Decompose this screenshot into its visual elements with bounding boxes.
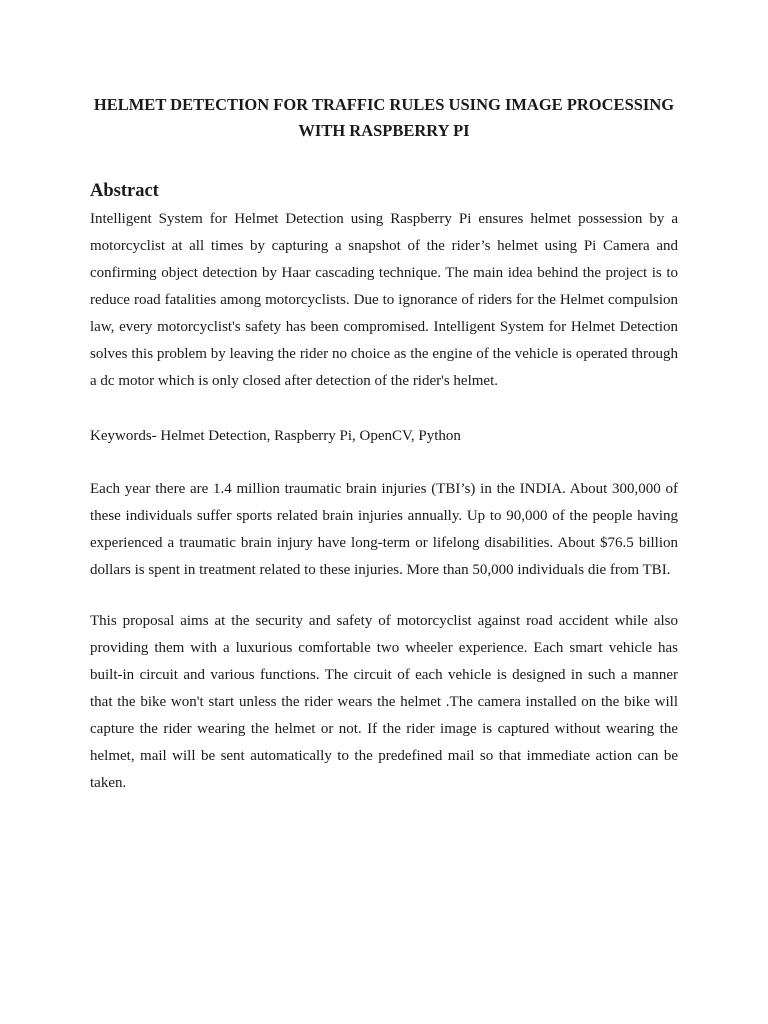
abstract-paragraph: Intelligent System for Helmet Detection using Raspberry Pi ensures helmet possession by a motorcyclist at all times by capturing a snapshot of the rider’s helmet using Pi Camera and confirming object detection by Haar cascading technique. The main idea behind the project is to reduce road fatalities among motorcyclists. Due to ignorance of riders for the Helmet compulsion law, every motorcyclist's safety has been compromised. Intelligent System for Helmet Detection solves this problem by leaving the rider no choice as the engine of the vehicle is operated through a dc motor which is only closed after detection of the rider's helmet. <box>90 211 678 389</box>
document-title: HELMET DETECTION FOR TRAFFIC RULES USING IMAGE PROCESSING WITH RASPBERRY PI <box>93 95 675 140</box>
proposal-paragraph: This proposal aims at the security and safety of motorcyclist against road accident while also providing them with a luxurious comfortable two wheeler experience. Each smart vehicle has built-in circuit and various functions. The circuit of each vehicle is designed in such a manner that the bike won't start unless the rider wears the helmet .The camera installed on the bike will capture the rider wearing the helmet or not. If the rider image is captured without wearing the helmet, mail will be sent automatically to the predefined mail so that immediate action can be taken. <box>90 613 678 791</box>
abstract-heading: Abstract <box>90 181 159 201</box>
tbi-statistics-paragraph: Each year there are 1.4 million traumatic brain injuries (TBI’s) in the INDIA. About 300,000 of these individuals suffer sports related brain injuries annually. Up to 90,000 of the people having experienced a traumatic brain injury have long-term or lifelong disabilities. About $76.5 billion dollars is spent in treatment related to these injuries. More than 50,000 individuals die from TBI. <box>90 481 678 578</box>
keywords-line: Keywords- Helmet Detection, Raspberry Pi, OpenCV, Python <box>90 428 461 444</box>
